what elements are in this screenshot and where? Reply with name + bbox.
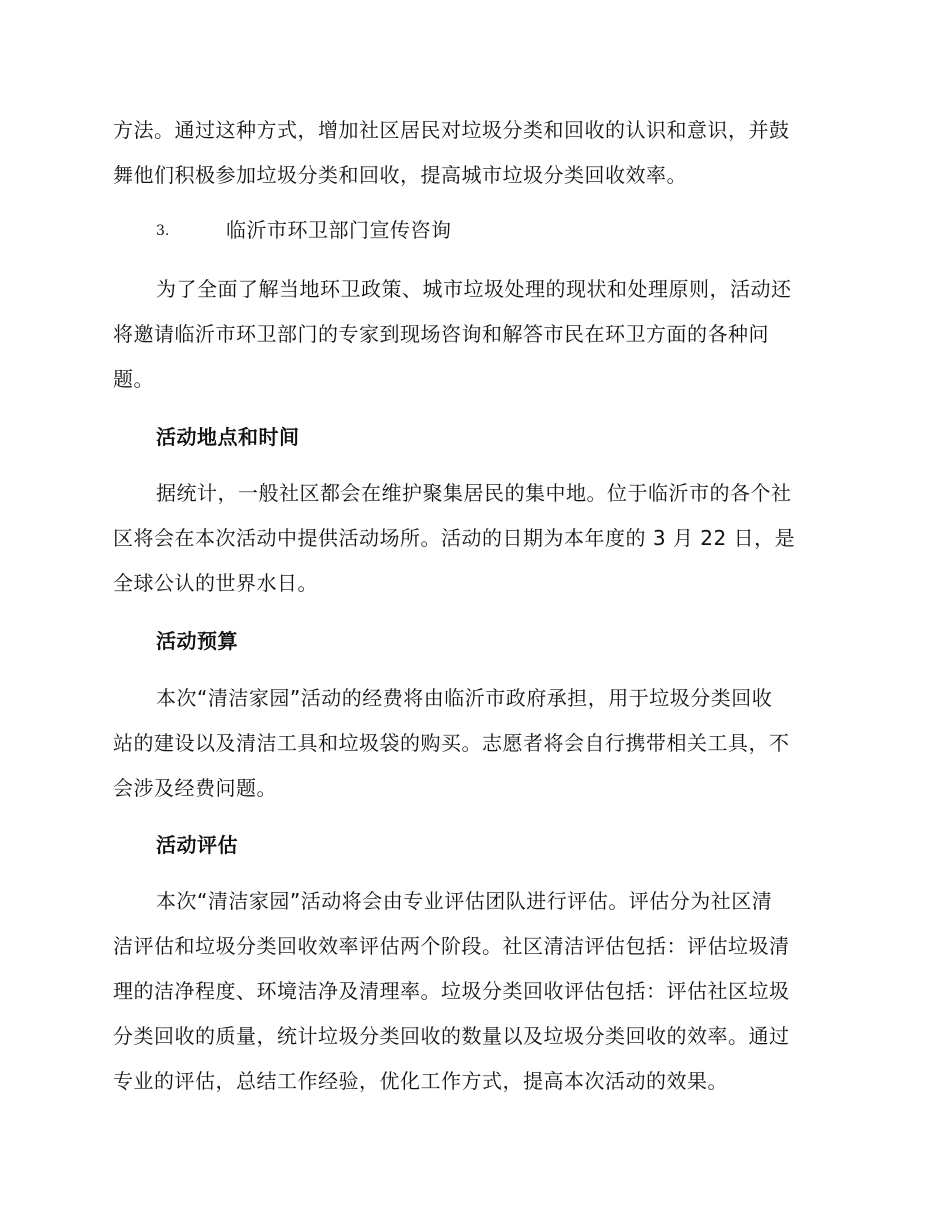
section-heading-budget: 活动预算	[156, 629, 238, 653]
text-line: 全球公认的世界水日。	[113, 571, 318, 595]
text-line: 分类回收的质量，统计垃圾分类回收的数量以及垃圾分类回收的效率。通过	[113, 1024, 790, 1048]
text-line: 理的洁净程度、环境洁净及清理率。垃圾分类回收评估包括：评估社区垃圾	[113, 979, 790, 1003]
item-number: 3.	[156, 223, 170, 239]
section-heading-evaluation: 活动评估	[156, 833, 238, 857]
text-line: 区将会在本次活动中提供活动场所。活动的日期为本年度的 3 月 22 日，是	[113, 526, 796, 550]
section-heading-location-time: 活动地点和时间	[156, 425, 300, 449]
text-line: 本次“清洁家园”活动的经费将由临沂市政府承担，用于垃圾分类回收	[156, 686, 773, 710]
text-line: 将邀请临沂市环卫部门的专家到现场咨询和解答市民在环卫方面的各种问	[113, 322, 769, 346]
text-line: 为了全面了解当地环卫政策、城市垃圾处理的现状和处理原则，活动还	[156, 277, 792, 301]
item-title: 临沂市环卫部门宣传咨询	[226, 218, 452, 242]
text-line: 站的建设以及清洁工具和垃圾袋的购买。志愿者将会自行携带相关工具，不	[113, 731, 790, 755]
text-line: 据统计，一般社区都会在维护聚集居民的集中地。位于临沂市的各个社	[156, 481, 792, 505]
text-line: 洁评估和垃圾分类回收效率评估两个阶段。社区清洁评估包括：评估垃圾清	[113, 934, 790, 958]
text-line: 题。	[113, 367, 154, 391]
text-line: 舞他们积极参加垃圾分类和回收，提高城市垃圾分类回收效率。	[113, 163, 687, 187]
text-line: 会涉及经费问题。	[113, 776, 277, 800]
text-line: 方法。通过这种方式，增加社区居民对垃圾分类和回收的认识和意识，并鼓	[113, 118, 790, 142]
text-line: 本次“清洁家园”活动将会由专业评估团队进行评估。评估分为社区清	[156, 889, 773, 913]
text-line: 专业的评估，总结工作经验，优化工作方式，提高本次活动的效果。	[113, 1069, 728, 1093]
